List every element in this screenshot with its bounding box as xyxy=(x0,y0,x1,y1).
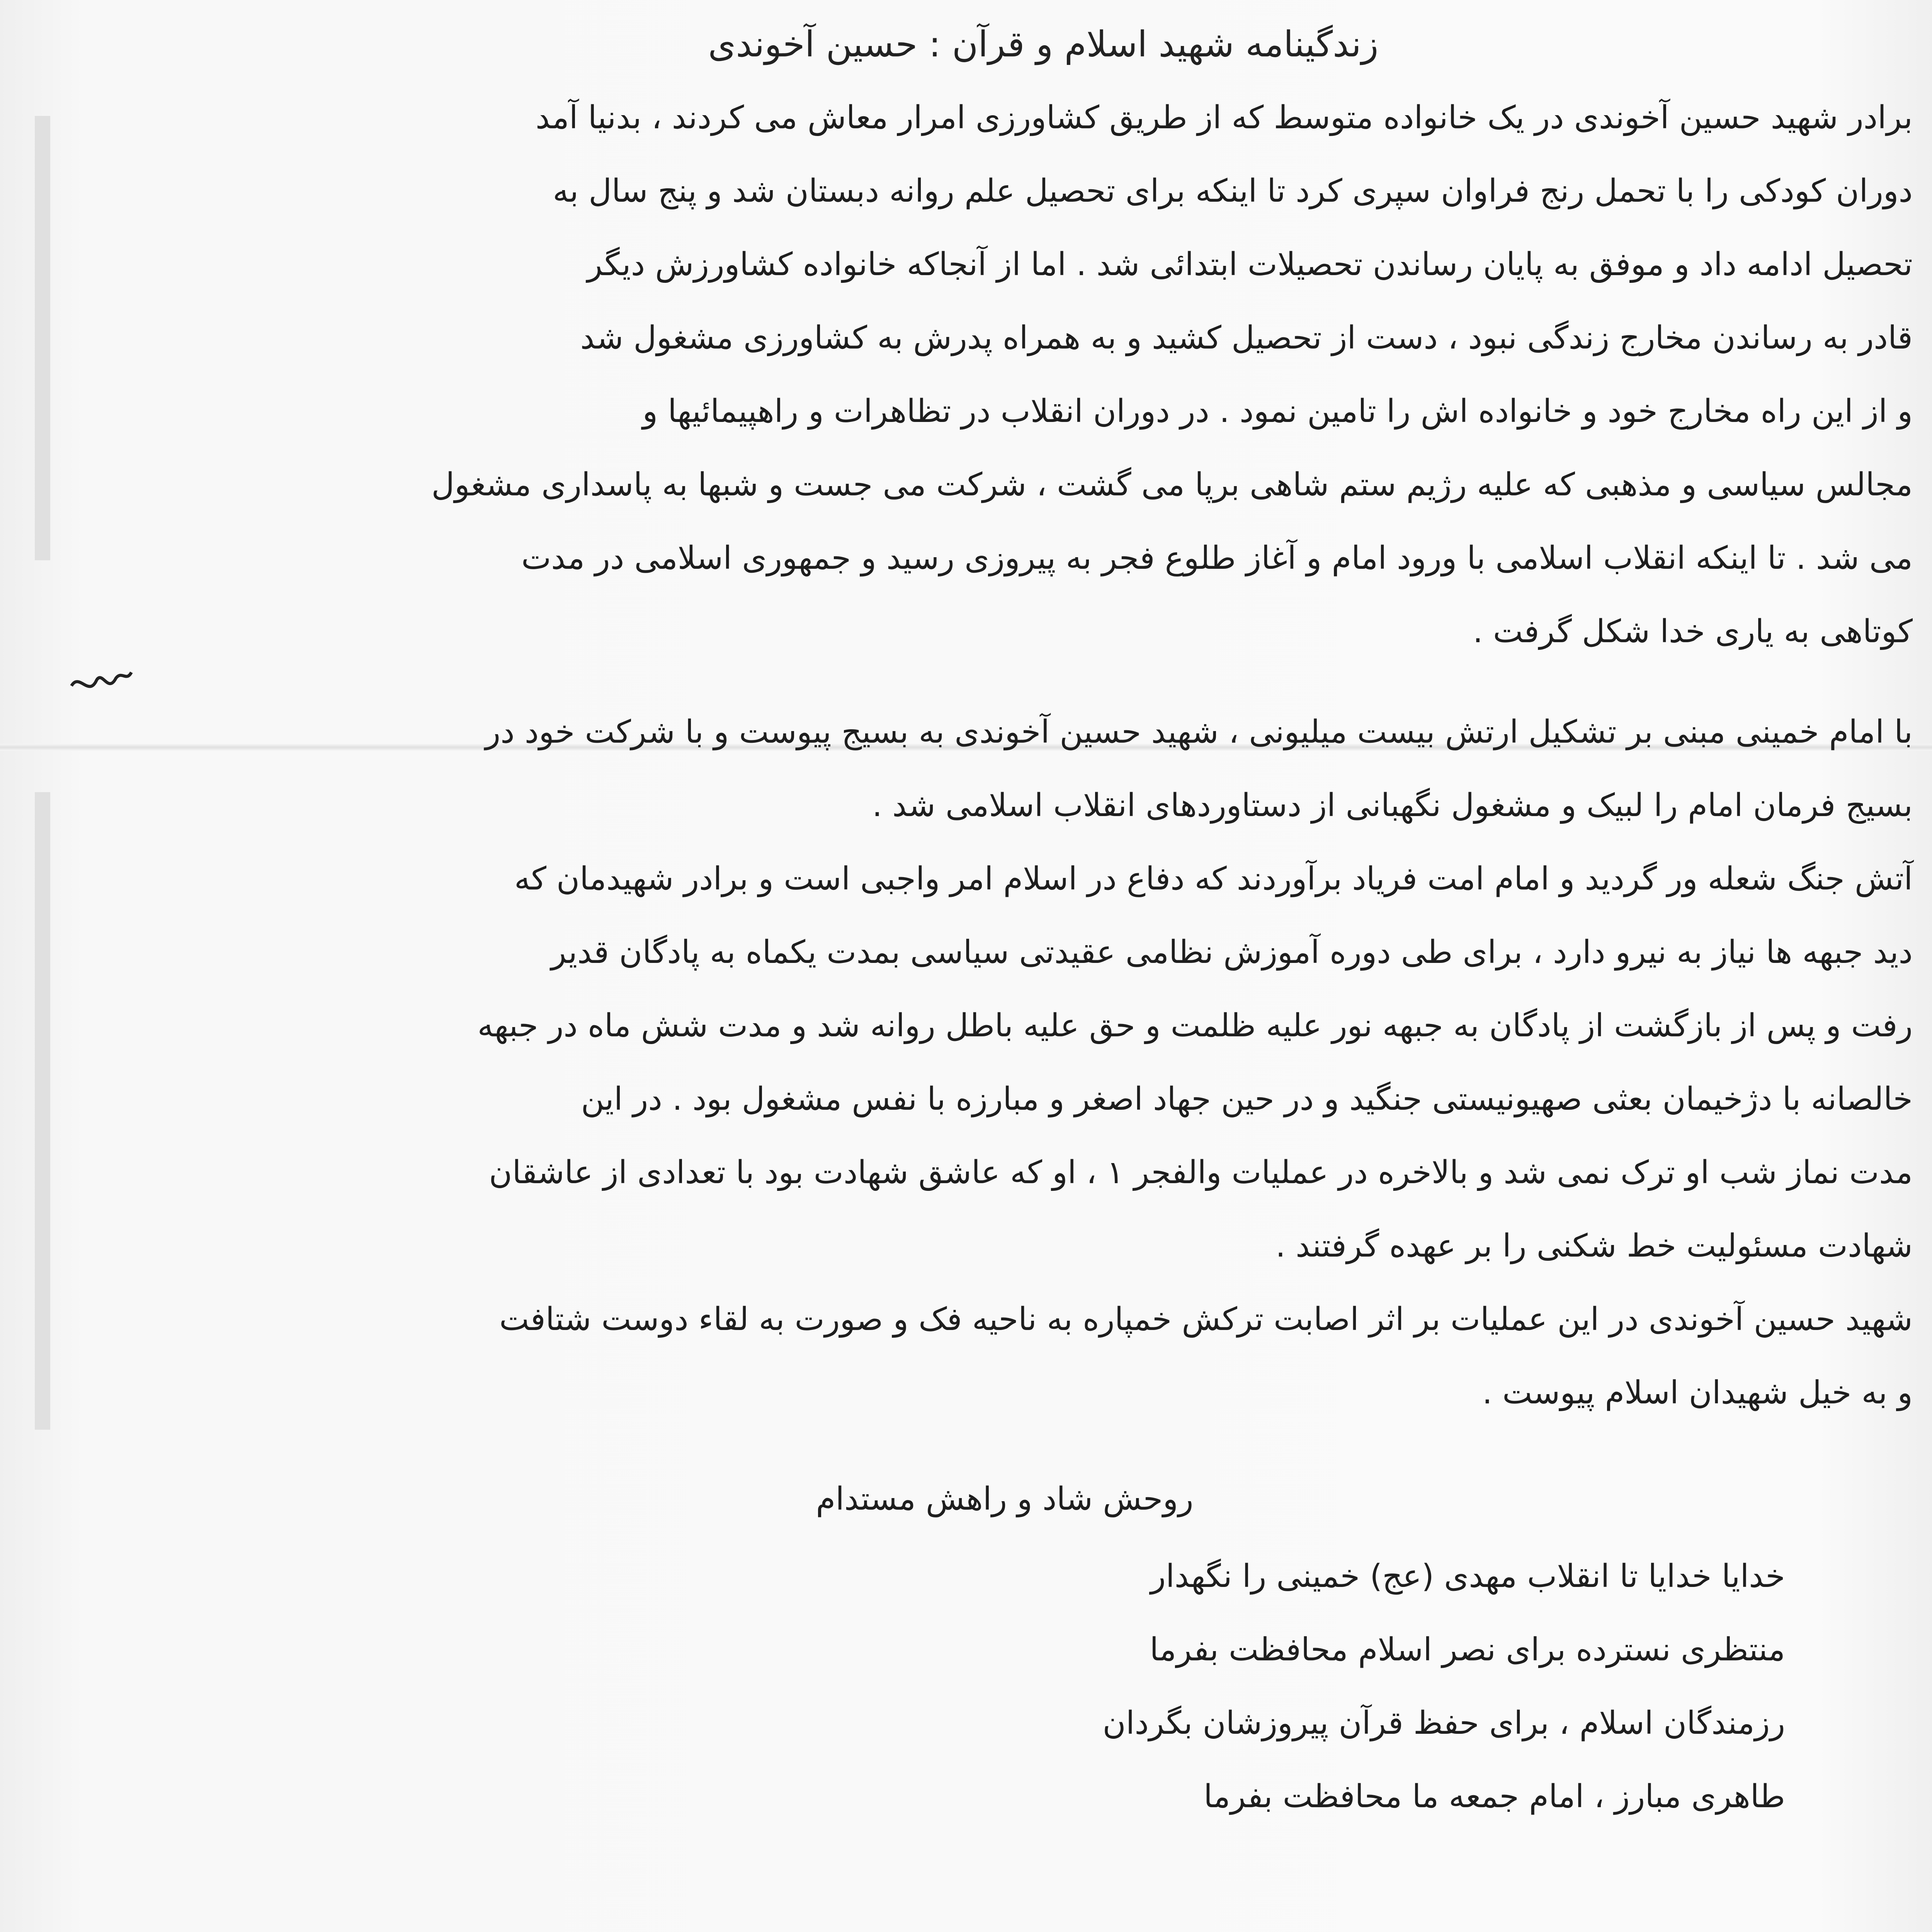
paragraph-1-line-6: مجالس سیاسی و مذهبی که علیه رژیم ستم شاهی برپا می گشت ، شرکت می جست و شبها به پاسداری مشغول xyxy=(431,466,1913,503)
paragraph-4-line-2: و به خیل شهیدان اسلام پیوست . xyxy=(1482,1374,1913,1411)
paragraph-3-line-3: رفت و پس از بازگشت از پادگان به جبهه نور علیه ظلمت و حق علیه باطل روانه شد و مدت شش ماه در جبهه xyxy=(477,1007,1913,1044)
paragraph-1-line-5: و از این راه مخارج خود و خانواده اش را تامین نمود . در دوران انقلاب در تظاهرات و راهپیمائیها و xyxy=(642,393,1913,430)
paragraph-1-line-8: کوتاهی به یاری خدا شکل گرفت . xyxy=(1473,613,1913,650)
paragraph-1-line-4: قادر به رساندن مخارج زندگی نبود ، دست از تحصیل کشید و به همراه پدرش به کشاورزی مشغول شد xyxy=(580,320,1913,356)
paragraph-3-line-5: مدت نماز شب او ترک نمی شد و بالاخره در عملیات والفجر ۱ ، او که عاشق شهادت بود با تعدادی از عاشقان xyxy=(489,1154,1913,1191)
poem-line-2: منتظری نسترده برای نصر اسلام محافظت بفرما xyxy=(1150,1631,1785,1668)
paragraph-3-line-4: خالصانه با دژخیمان بعثی صهیونیستی جنگید و در حین جهاد اصغر و مبارزه با نفس مشغول بود . در این xyxy=(581,1081,1913,1117)
paragraph-1-line-1: برادر شهید حسین آخوندی در یک خانواده متوسط که از طریق کشاورزی امرار معاش می کردند ، بدنیا آمد xyxy=(535,99,1913,136)
closing-prayer: روحش شاد و راهش مستدام xyxy=(816,1481,1194,1517)
paragraph-4-line-1: شهید حسین آخوندی در این عملیات بر اثر اصابت ترکش خمپاره به ناحیه فک و صورت به لقاء دوست شتافت xyxy=(499,1301,1913,1338)
paragraph-2-line-1: با امام خمینی مبنی بر تشکیل ارتش بیست میلیونی ، شهید حسین آخوندی به بسیج پیوست و با شرکت خود در xyxy=(485,714,1913,750)
poem-line-4: طاهری مبارز ، امام جمعه ما محافظت بفرما xyxy=(1204,1778,1785,1815)
paragraph-1-line-3: تحصیل ادامه داد و موفق به پایان رساندن تحصیلات ابتدائی شد . اما از آنجاکه خانواده کشاورزش دیگر xyxy=(587,246,1913,283)
paragraph-3-line-6: شهادت مسئولیت خط شکنی را بر عهده گرفتند . xyxy=(1275,1228,1913,1264)
paragraph-2-line-2: بسیج فرمان امام را لبیک و مشغول نگهبانی از دستاوردهای انقلاب اسلامی شد . xyxy=(872,787,1913,824)
paragraph-1-line-2: دوران کودکی را با تحمل رنج فراوان سپری کرد تا اینکه برای تحصیل علم روانه دبستان شد و پنج سال به xyxy=(553,173,1913,209)
pen-scribble-mark xyxy=(68,665,133,699)
poem-line-3: رزمندگان اسلام ، برای حفظ قرآن پیروزشان بگردان xyxy=(1102,1705,1785,1742)
document-title: زندگینامه شهید اسلام و قرآن : حسین آخوندی xyxy=(708,24,1379,65)
paragraph-3-line-1: آتش جنگ شعله ور گردید و امام امت فریاد برآوردند که دفاع در اسلام امر واجبی است و برادر شهیدمان که xyxy=(514,861,1913,897)
poem-line-1: خدایا خدایا تا انقلاب مهدی (عج) خمینی را نگهدار xyxy=(1150,1558,1785,1595)
paragraph-1-line-7: می شد . تا اینکه انقلاب اسلامی با ورود امام و آغاز طلوع فجر به پیروزی رسید و جمهوری اسلامی در مدت xyxy=(521,540,1913,577)
paragraph-3-line-2: دید جبهه ها نیاز به نیرو دارد ، برای طی دوره آموزش نظامی عقیدتی سیاسی بمدت یکماه به پادگان قدیر xyxy=(551,934,1913,971)
